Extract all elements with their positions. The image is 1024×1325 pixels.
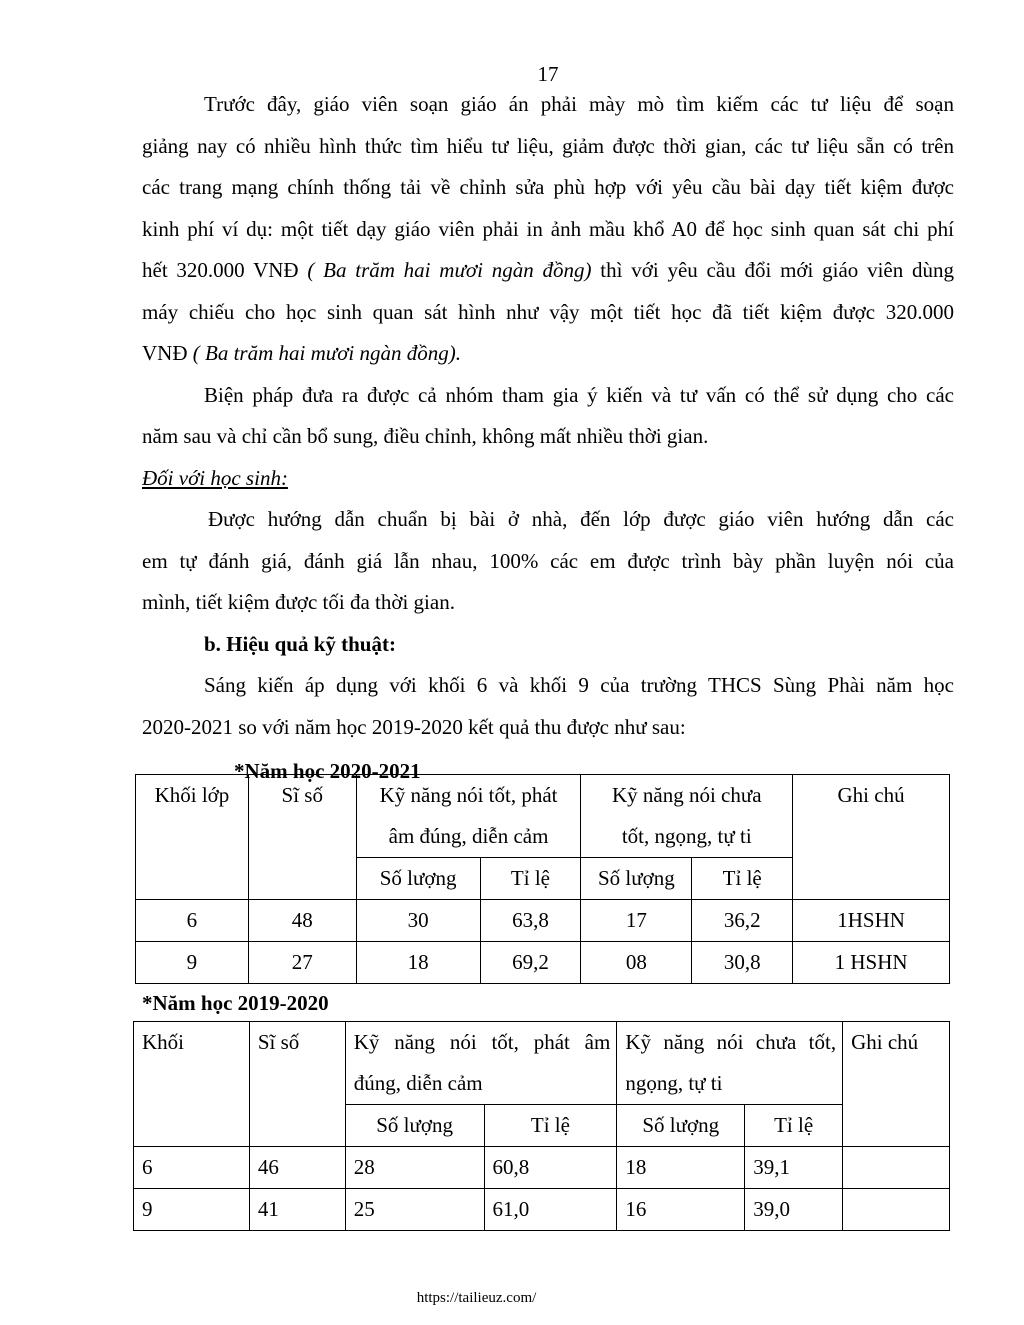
header-good-skill xyxy=(356,775,581,858)
header-quantity: Số lượng xyxy=(617,1105,745,1147)
header-count: Sĩ số xyxy=(248,775,356,900)
header-text: ngọng, tự ti xyxy=(625,1071,723,1095)
text-span: VNĐ xyxy=(142,341,193,365)
cell-good-rate: 63,8 xyxy=(480,900,581,942)
header-quantity: Số lượng xyxy=(581,858,692,900)
cell-poor-qty: 17 xyxy=(581,900,692,942)
header-poor-skill xyxy=(617,1022,843,1105)
paragraph-line: Trước đây, giáo viên soạn giáo án phải mày mò tìm kiếm các tư liệu để soạn xyxy=(204,92,954,116)
paragraph-line: Được hướng dẫn chuẩn bị bài ở nhà, đến lớp được giáo viên hướng dẫn các xyxy=(208,507,954,531)
results-table-2020-2021 xyxy=(135,774,950,984)
paragraph-line: giảng nay có nhiều hình thức tìm hiểu tư liệu, giảm được thời gian, các tư liệu sẵn có trên xyxy=(142,133,954,158)
header-rate: Tỉ lệ xyxy=(480,858,581,900)
cell-poor-qty: 18 xyxy=(617,1147,745,1189)
cell-count: 48 xyxy=(248,900,356,942)
header-rate: Tỉ lệ xyxy=(745,1105,843,1147)
table2-caption: *Năm học 2019-2020 xyxy=(142,991,329,1015)
paragraph-line: em tự đánh giá, đánh giá lẫn nhau, 100% các em được trình bày phần luyện nói của xyxy=(142,548,954,573)
header-text: Kỹ năng nói chưa xyxy=(611,783,762,807)
paragraph-line: các trang mạng chính thống tải về chỉnh sửa phù hợp với yêu cầu bài dạy tiết kiệm được xyxy=(142,175,954,199)
cell-poor-qty: 08 xyxy=(581,942,692,984)
cell-good-rate: 61,0 xyxy=(484,1189,617,1231)
paragraph-line xyxy=(142,250,954,292)
paragraph-line: Biện pháp đưa ra được cả nhóm tham gia ý kiến và tư vấn có thể sử dụng cho các xyxy=(204,382,954,407)
paragraph-line: Sáng kiến áp dụng với khối 6 và khối 9 của trường THCS Sùng Phài năm học xyxy=(204,673,954,697)
table-row xyxy=(136,942,950,984)
students-heading: Đối với học sinh: xyxy=(142,465,288,490)
text-span: hết 320.000 VNĐ xyxy=(142,258,308,282)
paragraph-line: mình, tiết kiệm được tối đa thời gian. xyxy=(142,590,455,614)
header-poor-skill xyxy=(581,775,793,858)
header-note: Ghi chú xyxy=(793,775,950,900)
header-text: Kỹ năng nói tốt, phát xyxy=(379,783,558,807)
paragraph-line xyxy=(142,333,954,375)
header-note: Ghi chú xyxy=(843,1022,950,1147)
text-span: thì với yêu cầu đổi mới giáo viên dùng xyxy=(591,258,954,282)
paragraph-line: 2020-2021 so với năm học 2019-2020 kết quả thu được như sau: xyxy=(142,714,686,739)
header-text: âm đúng, diễn cảm xyxy=(388,824,549,848)
header-text: Kỹ năng nói chưa tốt, xyxy=(625,1030,837,1054)
header-quantity: Số lượng xyxy=(345,1105,484,1147)
cell-good-rate: 60,8 xyxy=(484,1147,617,1189)
cell-poor-rate: 36,2 xyxy=(692,900,793,942)
cell-note xyxy=(843,1147,950,1189)
section-heading: b. Hiệu quả kỹ thuật: xyxy=(204,631,396,656)
cell-count: 41 xyxy=(249,1189,345,1231)
cell-grade: 9 xyxy=(134,1189,250,1231)
footer-url: https://tailieuz.com/ xyxy=(416,1290,537,1306)
paragraph-line: năm sau và chỉ cần bổ sung, điều chỉnh, không mất nhiều thời gian. xyxy=(142,424,709,448)
header-good-skill xyxy=(345,1022,617,1105)
italic-amount-text: ( Ba trăm hai mươi ngàn đồng). xyxy=(192,341,461,365)
cell-good-qty: 28 xyxy=(345,1147,484,1189)
cell-count: 46 xyxy=(249,1147,345,1189)
cell-grade: 6 xyxy=(136,900,249,942)
header-rate: Tỉ lệ xyxy=(484,1105,617,1147)
table-row xyxy=(134,1147,950,1189)
header-quantity: Số lượng xyxy=(356,858,480,900)
cell-good-qty: 25 xyxy=(345,1189,484,1231)
header-text: đúng, diễn cảm xyxy=(353,1071,483,1095)
cell-note xyxy=(843,1189,950,1231)
cell-good-qty: 18 xyxy=(356,942,480,984)
header-rate: Tỉ lệ xyxy=(692,858,793,900)
cell-grade: 6 xyxy=(134,1147,250,1189)
paragraph-line: máy chiếu cho học sinh quan sát hình như vậy một tiết học đã tiết kiệm được 320.000 xyxy=(142,299,954,324)
cell-poor-qty: 16 xyxy=(617,1189,745,1231)
cell-note: 1HSHN xyxy=(793,900,950,942)
results-table-2019-2020 xyxy=(133,1021,950,1231)
cell-poor-rate: 39,0 xyxy=(745,1189,843,1231)
header-grade: Khối lớp xyxy=(136,775,249,900)
table1-caption: *Năm học 2020-2021 xyxy=(234,759,421,783)
cell-poor-rate: 30,8 xyxy=(692,942,793,984)
cell-count: 27 xyxy=(248,942,356,984)
header-text: Kỹ năng nói tốt, phát âm xyxy=(353,1030,611,1054)
cell-note: 1 HSHN xyxy=(793,942,950,984)
table-row xyxy=(136,900,950,942)
header-grade: Khối xyxy=(134,1022,250,1147)
cell-good-rate: 69,2 xyxy=(480,942,581,984)
cell-poor-rate: 39,1 xyxy=(745,1147,843,1189)
paragraph-line: kinh phí ví dụ: một tiết dạy giáo viên phải in ảnh mầu khổ A0 để học sinh quan sát chi phí xyxy=(142,216,954,241)
page-number: 17 xyxy=(537,62,559,86)
header-count: Sĩ số xyxy=(249,1022,345,1147)
header-text: tốt, ngọng, tự ti xyxy=(621,824,752,848)
table-row xyxy=(134,1189,950,1231)
document-body xyxy=(142,84,954,790)
italic-amount-text: ( Ba trăm hai mươi ngàn đồng) xyxy=(307,258,592,282)
cell-good-qty: 30 xyxy=(356,900,480,942)
cell-grade: 9 xyxy=(136,942,249,984)
